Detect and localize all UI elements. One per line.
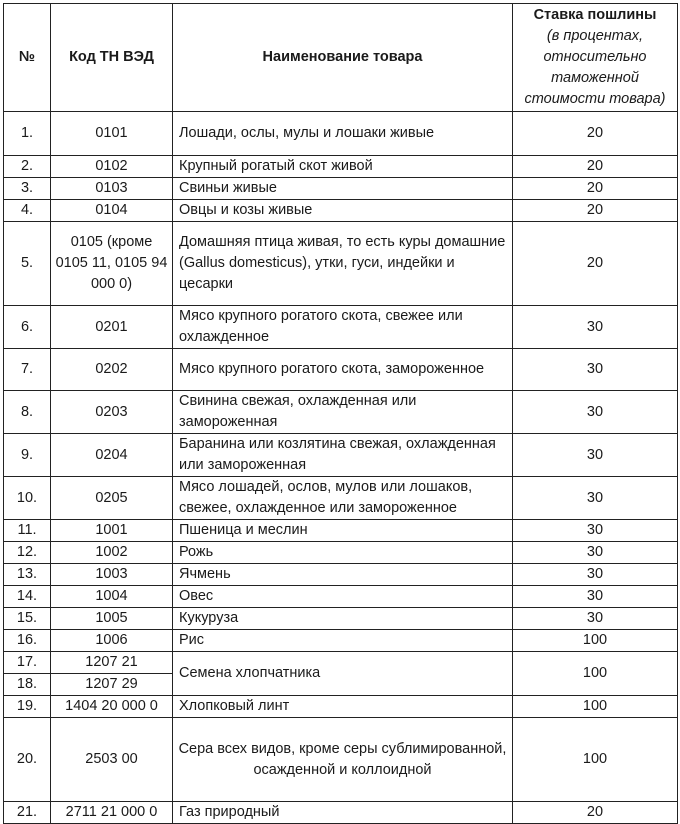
row-name: Ячмень — [173, 564, 513, 586]
row-rate: 30 — [513, 564, 678, 586]
row-num: 15. — [4, 608, 51, 630]
row-rate: 30 — [513, 349, 678, 391]
table-row — [4, 802, 678, 824]
tariff-table — [3, 3, 678, 824]
row-code: 1005 — [51, 608, 173, 630]
row-rate: 30 — [513, 520, 678, 542]
row-name: Хлопковый линт — [173, 696, 513, 718]
row-name: Баранина или козлятина свежая, охлажденная или замороженная — [173, 434, 513, 477]
row-name: Сера всех видов, кроме серы сублимированной, осажденной и коллоидной — [173, 718, 513, 802]
row-num: 21. — [4, 802, 51, 824]
table-body-tail — [4, 696, 678, 824]
row-code: 0201 — [51, 306, 173, 349]
row-rate: 20 — [513, 222, 678, 306]
table-row — [4, 718, 678, 802]
row-name: Рожь — [173, 542, 513, 564]
row-num: 5. — [4, 222, 51, 306]
row-rate: 30 — [513, 391, 678, 434]
row-rate: 20 — [513, 200, 678, 222]
table-row — [4, 586, 678, 608]
table-row — [4, 434, 678, 477]
row-num: 10. — [4, 477, 51, 520]
row-name: Овцы и козы живые — [173, 200, 513, 222]
row-code: 0204 — [51, 434, 173, 477]
row-num: 14. — [4, 586, 51, 608]
row-rate: 30 — [513, 434, 678, 477]
row-num: 3. — [4, 178, 51, 200]
row-rate: 20 — [513, 178, 678, 200]
row-rate: 20 — [513, 112, 678, 156]
row-num: 8. — [4, 391, 51, 434]
table-row — [4, 520, 678, 542]
row-name: Свинина свежая, охлажденная или замороженная — [173, 391, 513, 434]
header-rate-note: (в процентах, относительно таможенной стоимости товара) — [524, 28, 666, 107]
row-name: Рис — [173, 630, 513, 652]
row-num: 13. — [4, 564, 51, 586]
row-rate: 20 — [513, 156, 678, 178]
row-name: Мясо лошадей, ослов, мулов или лошаков, свежее, охлажденное или замороженное — [173, 477, 513, 520]
header-rate-title: Ставка пошлины — [533, 7, 657, 23]
table-row — [4, 608, 678, 630]
row-num: 4. — [4, 200, 51, 222]
row-code: 1006 — [51, 630, 173, 652]
row-num: 6. — [4, 306, 51, 349]
row-code: 0205 — [51, 477, 173, 520]
row-code: 0203 — [51, 391, 173, 434]
row-code: 2711 21 000 0 — [51, 802, 173, 824]
row-num: 1. — [4, 112, 51, 156]
row-name: Лошади, ослы, мулы и лошаки живые — [173, 112, 513, 156]
table-row — [4, 564, 678, 586]
row-rate: 30 — [513, 608, 678, 630]
table-row — [4, 391, 678, 434]
row-num: 16. — [4, 630, 51, 652]
row-num: 2. — [4, 156, 51, 178]
tariff-table-container — [3, 3, 678, 824]
table-row — [4, 477, 678, 520]
table-row — [4, 112, 678, 156]
row-num: 19. — [4, 696, 51, 718]
row-rate: 20 — [513, 802, 678, 824]
row-code: 0105 (кроме 0105 11, 0105 94 000 0) — [51, 222, 173, 306]
table-row — [4, 222, 678, 306]
row-rate: 100 — [513, 696, 678, 718]
table-body — [4, 112, 678, 652]
row-name: Крупный рогатый скот живой — [173, 156, 513, 178]
row-rate: 30 — [513, 306, 678, 349]
row-code: 2503 00 — [51, 718, 173, 802]
row-code: 1207 29 — [51, 674, 173, 696]
row-num: 20. — [4, 718, 51, 802]
row-name: Кукуруза — [173, 608, 513, 630]
table-row — [4, 200, 678, 222]
row-code: 1207 21 — [51, 652, 173, 674]
row-name: Мясо крупного рогатого скота, замороженное — [173, 349, 513, 391]
row-num: 11. — [4, 520, 51, 542]
table-row — [4, 178, 678, 200]
row-code: 1004 — [51, 586, 173, 608]
row-rate: 100 — [513, 652, 678, 696]
row-name: Домашняя птица живая, то есть куры домашние (Gallus domesticus), утки, гуси, индейки и цесарки — [173, 222, 513, 306]
row-code: 0103 — [51, 178, 173, 200]
table-row — [4, 306, 678, 349]
row-name: Пшеница и меслин — [173, 520, 513, 542]
table-row — [4, 156, 678, 178]
table-row — [4, 696, 678, 718]
row-num: 17. — [4, 652, 51, 674]
row-code: 0202 — [51, 349, 173, 391]
row-code: 1404 20 000 0 — [51, 696, 173, 718]
table-body-merged — [4, 652, 678, 696]
row-name: Свиньи живые — [173, 178, 513, 200]
row-num: 9. — [4, 434, 51, 477]
row-num: 18. — [4, 674, 51, 696]
row-rate: 100 — [513, 718, 678, 802]
header-code: Код ТН ВЭД — [51, 4, 173, 112]
row-code: 0102 — [51, 156, 173, 178]
header-num: № — [4, 4, 51, 112]
row-name: Овес — [173, 586, 513, 608]
table-header-row — [4, 4, 678, 112]
row-rate: 100 — [513, 630, 678, 652]
row-num: 12. — [4, 542, 51, 564]
row-name: Мясо крупного рогатого скота, свежее или охлажденное — [173, 306, 513, 349]
row-rate: 30 — [513, 542, 678, 564]
header-rate — [513, 4, 678, 112]
row-code: 1003 — [51, 564, 173, 586]
row-rate: 30 — [513, 586, 678, 608]
row-code: 0101 — [51, 112, 173, 156]
table-row — [4, 542, 678, 564]
row-code: 1001 — [51, 520, 173, 542]
table-row — [4, 652, 678, 674]
header-name: Наименование товара — [173, 4, 513, 112]
table-row — [4, 349, 678, 391]
row-code: 1002 — [51, 542, 173, 564]
row-name: Семена хлопчатника — [173, 652, 513, 696]
row-name: Газ природный — [173, 802, 513, 824]
row-num: 7. — [4, 349, 51, 391]
row-rate: 30 — [513, 477, 678, 520]
table-row — [4, 630, 678, 652]
row-code: 0104 — [51, 200, 173, 222]
